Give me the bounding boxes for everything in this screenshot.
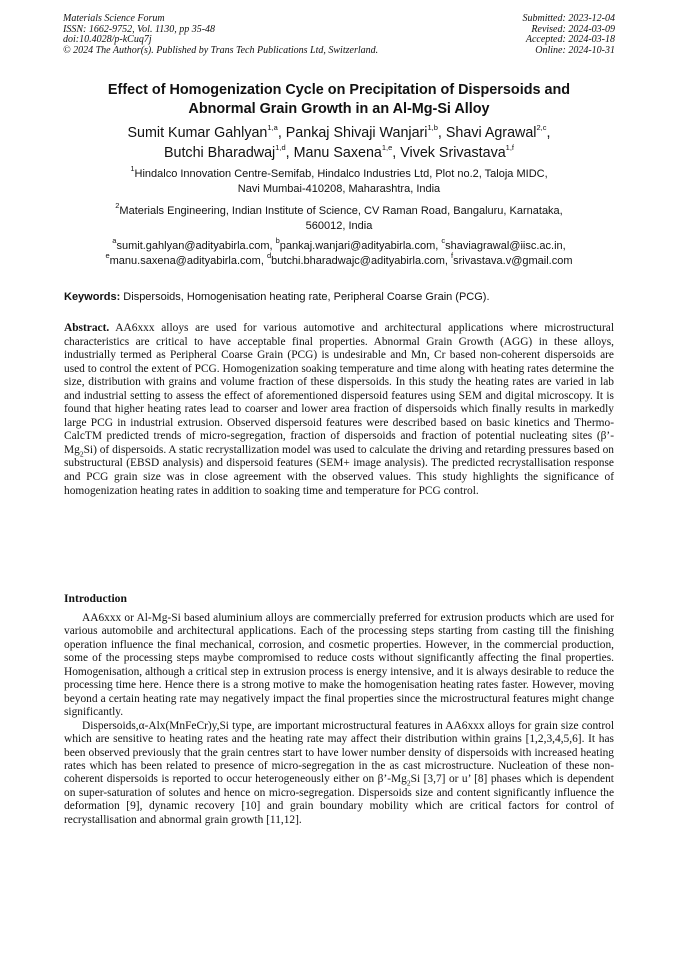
doi[interactable]: doi:10.4028/p-kCuq7j	[63, 34, 152, 46]
online-date: Online: 2024-10-31	[535, 44, 615, 56]
keywords-text: Dispersoids, Homogenisation heating rate, Peripheral Coarse Grain (PCG).	[120, 291, 490, 303]
abstract: Abstract. AA6xxx alloys are used for various automotive and architectural applications where microstructural characteristics are critical to have acceptable final properties. Abnormal Grain Growth (AGG) in these alloys, industrially termed as Peripheral Coarse Grain (PCG) is undesirable and Mn, Cr based non-coherent dispersoids are used to control the extent of PCG. Homogenization soaking temperature and time along with heating rates determine the size, distribution with grains and volume fraction of these dispersoids. In this study the heating rates are varied in lab and industrial setting to assess the effect of aforementioned dispersoid features using SEM and digital microscopy. It is found that higher heating rates lead to coarser and lower area fraction of dispersoids which finally results in markedly large PCG in industrial extrusion. Observed dispersoid features were described based on basic kinetics and Thermo-CalcTM predicted trends of micro-segregation, fraction of dispersoids and fraction of potential nucleating sites $(\beta’-Mg_2Si)$ of dispersoids. A static recrystallization model was used to calculate the driving and retarding pressures based on substructural (EBSD analysis) and dispersoid features (SEM+ image analysis). The predicted recrystallisation response and PCG grain size was in close agreement with the observed values. This study highlights the significance of homogenization heating rates in addition to soaking time and temperature for PCG control.	[64, 322, 614, 497]
author-name: Manu Saxena	[293, 145, 382, 161]
introduction-body	[64, 612, 614, 827]
paragraph: AA6xxx or Al-Mg-Si based aluminium alloys are commercially preferred for extrusion products which are used for various automobile and architectural applications. Each of the processing steps starting from casting till the finishing operation influence the final mechanical, corrosion, and cosmetic properties. However, in the commercial production, some of the processing steps maybe compromised to reduce costs without significantly affecting the final properties. Homogenisation, although a critical step in extrusion process is energy intensive, and it is always desirable to reduce the processing time here. Hence there is a strong motive to make the homogenisation heating rates faster. However, moving beyond a certain heating rate may negatively impact the final properties since the microstructural features might change significantly.	[64, 612, 614, 719]
email-link[interactable]: butchi.bharadwajc@adityabirla.com,	[271, 255, 452, 267]
email-link[interactable]: sumit.gahlyan@adityabirla.com,	[116, 240, 276, 252]
author-line-1: Sumit Kumar Gahlyan$^{1,a}$, Pankaj Shivaji Wanjari$^{1,b}$, Shavi Agrawal$^{2,c}$,	[127, 123, 551, 141]
issn-volume: ISSN: 1662-9752, Vol. 1130, pp 35-48	[63, 23, 216, 35]
email-link[interactable]: shaviagrawal@iisc.ac.in,	[445, 240, 566, 252]
section-heading-introduction: Introduction	[64, 592, 127, 605]
author-sup: 1,a	[267, 123, 278, 133]
journal-name: Materials Science Forum	[63, 13, 165, 24]
author-sup: 1,b	[427, 123, 438, 133]
author-emails: $^a$sumit.gahlyan@adityabirla.com, $^b$pankaj.wanjari@adityabirla.com, $^c$shaviagrawal@iisc.ac.in, $^e$manu.saxena@adityabirla.com, $^d$butchi.bharadwajc@adityabirla.com, $^f$srivastava.v@gmail.com	[105, 236, 573, 267]
author-name: Pankaj Shivaji Wanjari	[285, 125, 428, 141]
title-line-2: Abnormal Grain Growth in an Al-Mg-Si Alloy	[188, 100, 490, 117]
dates-info	[523, 14, 616, 56]
email-link[interactable]: pankaj.wanjari@adityabirla.com,	[279, 240, 442, 252]
revised-date: Revised: 2024-03-09	[531, 23, 615, 35]
keywords-label: Keywords:	[64, 291, 121, 303]
author-line-2: Butchi Bharadwaj$^{1,d}$, Manu Saxena$^{1,e}$, Vivek Srivastava$^{1,f}$	[163, 143, 515, 161]
affiliation-2: $^2$Materials Engineering, Indian Institute of Science, CV Raman Road, Bangaluru, Karnataka, 560012, India	[115, 201, 563, 232]
author-name: Butchi Bharadwaj	[163, 145, 276, 161]
submitted-date: Submitted: 2023-12-04	[522, 13, 615, 24]
paragraph: Dispersoids,α-Alx(MnFeCr)y,Si type, are important microstructural features in AA6xxx alloys for grain size control which are sensitive to heating rates and the heating rate may affect their distribution within grains [1,2,3,4,5,6]. It has been observed previously that the grain centres start to have lower number density of dispersoids with increased heating rates which has been related to presence of micro-segregation in the as cast microstructure. Nucleation of these non-coherent dispersoids is reported to occur heterogeneously either on $\beta’-Mg_2Si$ [3,7] or u’ [8] phases which is dependent on super-saturation of solutes and hence on micro-segregation. Dispersoids size and content significantly influence the deformation [9], dynamic recovery [10] and grain boundary mobility which are critical factors for control of recrystallisation and abnormal grain growth [11,12].	[64, 719, 614, 826]
paper-title	[40, 81, 638, 118]
affiliation-1: $^1$Hindalco Innovation Centre-Semifab, Hindalco Industries Ltd, Plot no.2, Taloja MIDC, Navi Mumbai-410208, Maharashtra, India	[130, 164, 548, 195]
email-link[interactable]: srivastava.v@gmail.com	[453, 255, 573, 267]
author-sup: 1,e	[381, 143, 393, 153]
keywords	[64, 290, 624, 304]
title-line-1: Effect of Homogenization Cycle on Precipitation of Dispersoids and	[107, 82, 571, 98]
abstract-label: Abstract.	[64, 322, 110, 334]
accepted-date: Accepted: 2024-03-18	[525, 34, 615, 46]
author-name: Shavi Agrawal	[445, 125, 537, 141]
copyright: © 2024 The Author(s). Published by Trans Tech Publications Ltd, Switzerland.	[63, 44, 379, 56]
email-link[interactable]: manu.saxena@adityabirla.com,	[109, 255, 267, 267]
journal-info	[63, 14, 378, 56]
author-sup: 2,c	[536, 123, 547, 133]
author-name: Vivek Srivastava	[400, 145, 506, 161]
author-sup: 1,f	[505, 143, 515, 153]
author-list	[40, 123, 638, 163]
author-name: Sumit Kumar Gahlyan	[127, 125, 268, 141]
author-sup: 1,d	[275, 143, 286, 153]
